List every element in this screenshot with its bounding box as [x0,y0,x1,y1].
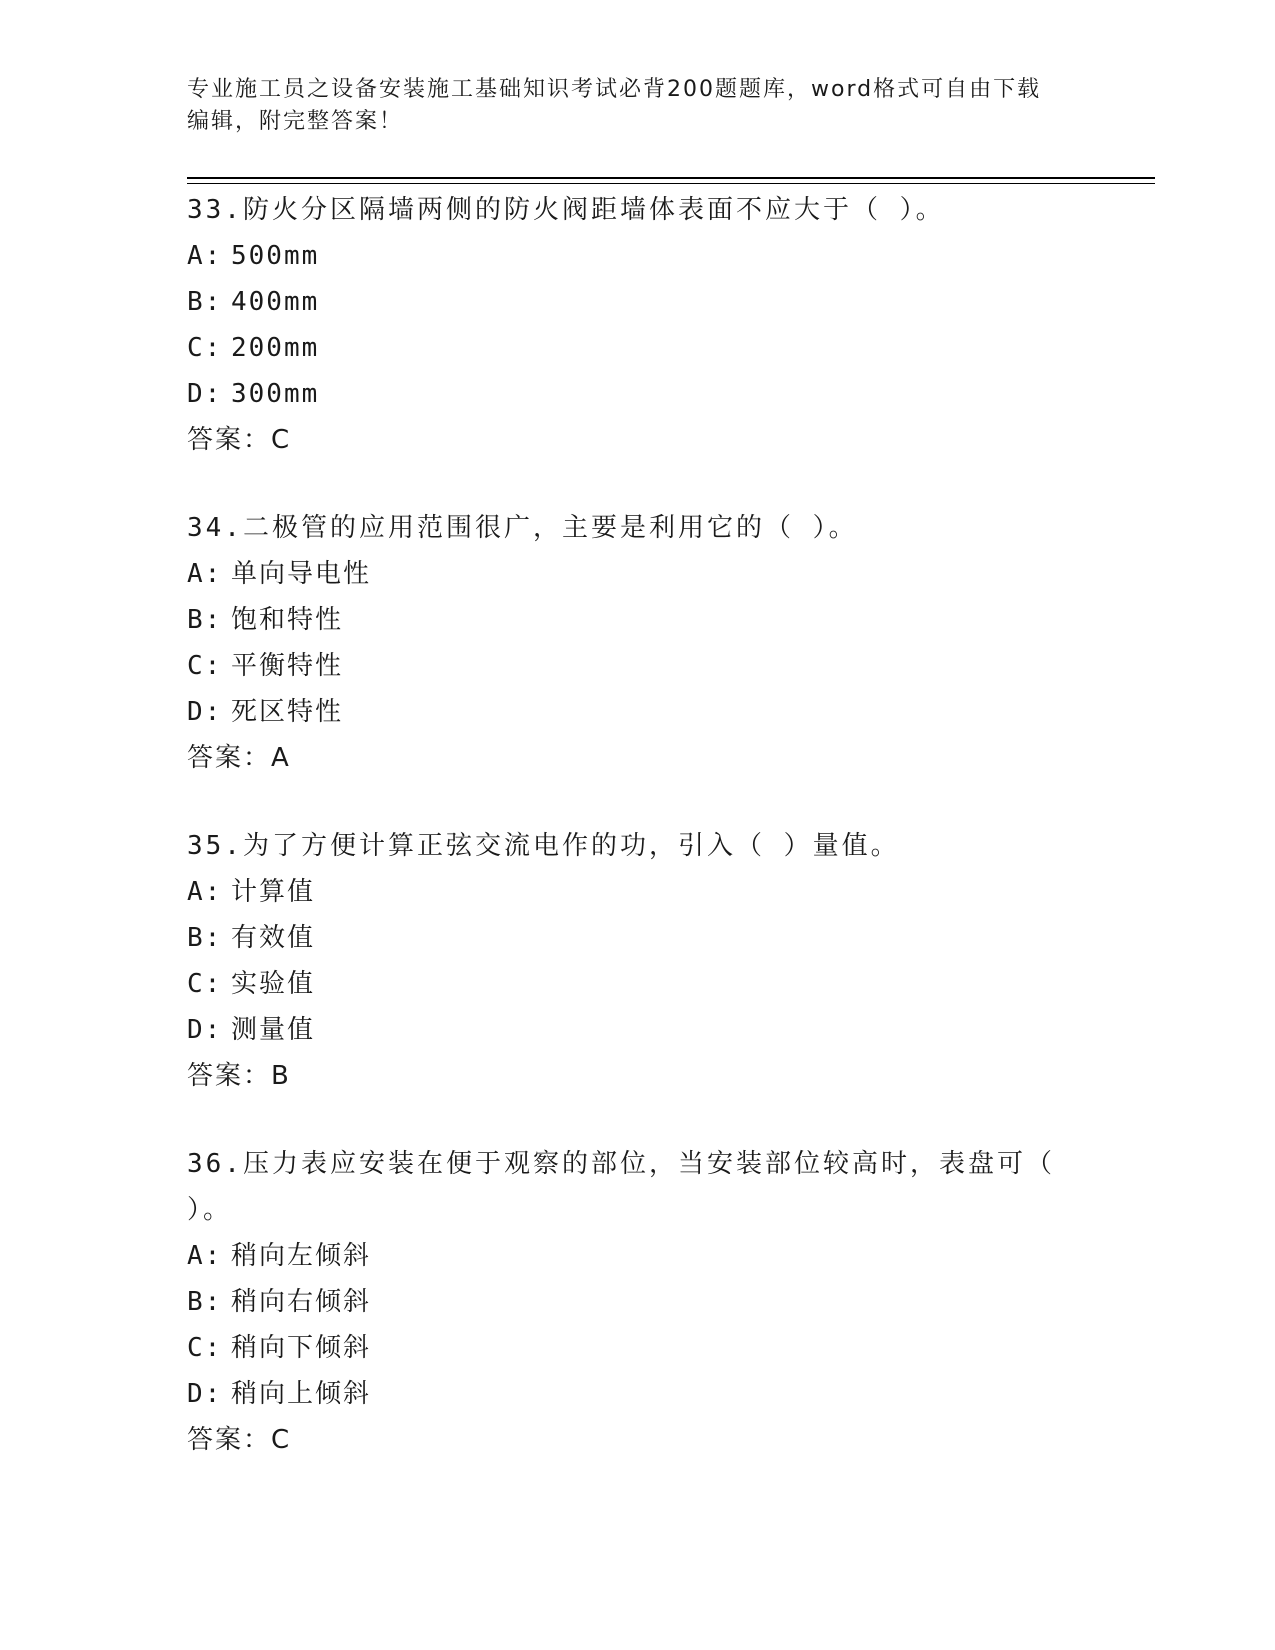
option-text: 平衡特性 [231,651,344,681]
option-letter: A: [187,241,223,271]
option-letter: C: [187,1333,223,1363]
option-a [187,551,1087,597]
answer: 答案：C [187,425,292,455]
question-stem: 34.二极管的应用范围很广，主要是利用它的（ ）。 [187,513,858,543]
option-d [187,1007,1087,1053]
option-d [187,1371,1087,1417]
option-letter: B: [187,287,223,317]
option-letter: C: [187,651,223,681]
option-text: 稍向下倾斜 [231,1333,372,1363]
option-a [187,233,1087,279]
option-d [187,689,1087,735]
question-stem: 33.防火分区隔墙两侧的防火阀距墙体表面不应大于（ ）。 [187,195,945,225]
option-letter: B: [187,923,223,953]
option-letter: A: [187,1241,223,1271]
question-33 [187,187,1087,463]
option-letter: C: [187,333,223,363]
option-c [187,325,1087,371]
document-header [187,74,1067,138]
header-title-line1: 专业施工员之设备安装施工基础知识考试必背200题题库，word格式可自由下载 [187,77,1042,102]
option-letter: A: [187,559,223,589]
question-stem: 35.为了方便计算正弦交流电作的功，引入（ ）量值。 [187,831,900,861]
option-text: 500mm [231,241,320,271]
option-text: 饱和特性 [231,605,344,635]
option-c [187,643,1087,689]
option-text: 稍向上倾斜 [231,1379,372,1409]
option-letter: B: [187,1287,223,1317]
option-d [187,371,1087,417]
option-letter: A: [187,877,223,907]
option-b [187,279,1087,325]
question-35 [187,823,1087,1099]
question-stem-continuation: ）。 [187,1195,233,1225]
header-divider-thin [187,183,1155,184]
option-letter: D: [187,697,223,727]
answer: 答案：C [187,1425,292,1455]
option-c [187,1325,1087,1371]
option-letter: D: [187,1379,223,1409]
question-36 [187,1141,1087,1463]
option-text: 有效值 [231,923,316,953]
option-text: 实验值 [231,969,316,999]
option-text: 400mm [231,287,320,317]
option-text: 300mm [231,379,320,409]
option-text: 稍向右倾斜 [231,1287,372,1317]
option-letter: D: [187,379,223,409]
option-text: 计算值 [231,877,316,907]
option-letter: D: [187,1015,223,1045]
option-text: 单向导电性 [231,559,372,589]
option-a [187,1233,1087,1279]
option-letter: B: [187,605,223,635]
question-34 [187,505,1087,781]
option-a [187,869,1087,915]
answer: 答案：A [187,743,291,773]
option-b [187,1279,1087,1325]
option-text: 测量值 [231,1015,316,1045]
question-stem: 36.压力表应安装在便于观察的部位，当安装部位较高时，表盘可（ [187,1149,1055,1179]
header-divider-thick [187,177,1155,179]
answer: 答案：B [187,1061,291,1091]
option-c [187,961,1087,1007]
option-b [187,915,1087,961]
header-title-line2: 编辑，附完整答案！ [187,109,404,134]
option-letter: C: [187,969,223,999]
option-text: 死区特性 [231,697,344,727]
option-text: 200mm [231,333,320,363]
option-text: 稍向左倾斜 [231,1241,372,1271]
option-b [187,597,1087,643]
